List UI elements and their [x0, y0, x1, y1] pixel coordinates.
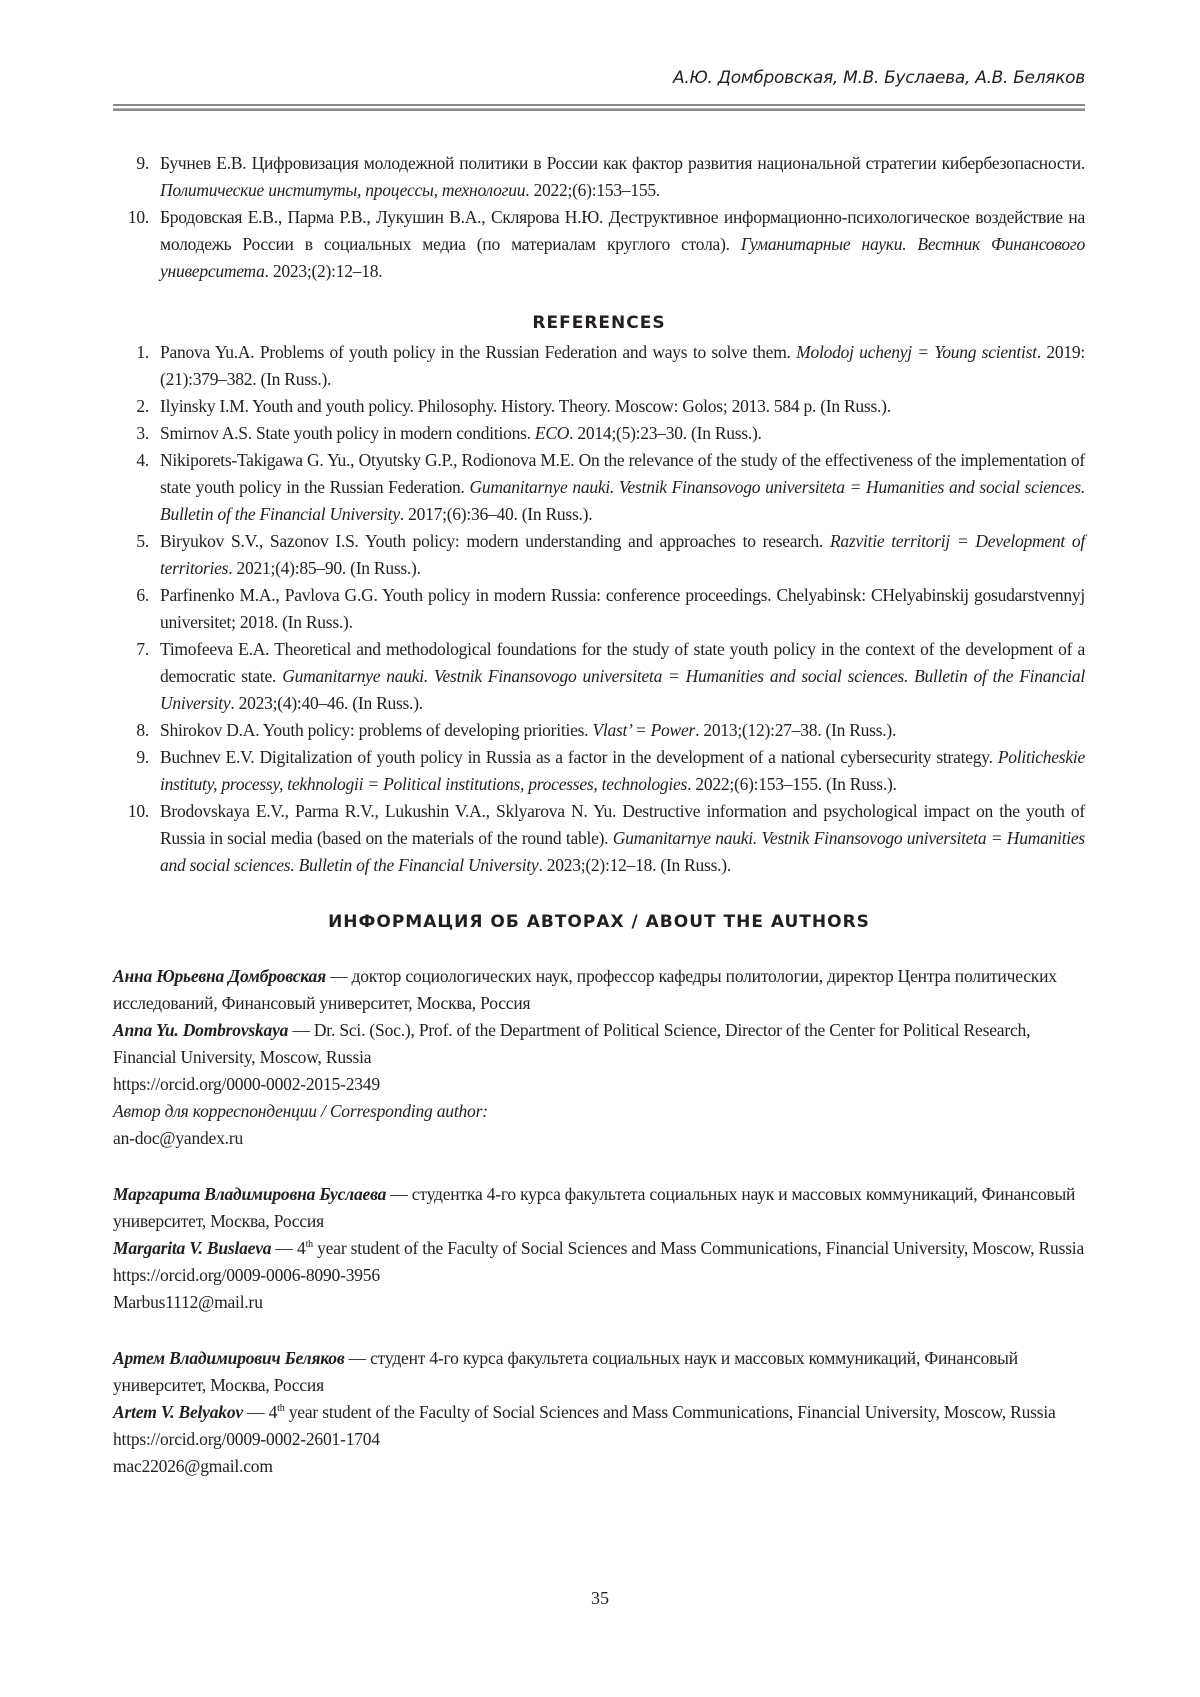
author-en — [113, 1399, 1085, 1426]
reference-text: Parfinenko M.A., Pavlova G.G. Youth policy in modern Russia: conference proceedings. Chelyabinsk: CHelyabinskij gosudarstvennyj universitet; 2018. (In Russ.). — [160, 585, 1085, 632]
author-desc-ru: — студент 4-го курса факультета социальных наук и массовых коммуникаций, Финансовый университет, Москва, Россия — [113, 1348, 1018, 1395]
reference-number: 9. — [113, 744, 149, 771]
author-orcid[interactable]: https://orcid.org/0000-0002-2015-2349 — [113, 1071, 1085, 1098]
reference-text: . 2022;(6):153–155. — [525, 180, 660, 200]
reference-number: 10. — [113, 798, 149, 825]
reference-text: Panova Yu.A. Problems of youth policy in the Russian Federation and ways to solve them. — [160, 342, 796, 362]
author-block — [113, 963, 1085, 1152]
reference-number: 2. — [113, 393, 149, 420]
reference-text: . 2022;(6):153–155. (In Russ.). — [687, 774, 897, 794]
reference-text: . 2023;(2):12–18. (In Russ.). — [538, 855, 731, 875]
header-rule — [113, 104, 1085, 111]
russian-references — [113, 150, 1085, 285]
reference-text: . 2017;(6):36–40. (In Russ.). — [400, 504, 593, 524]
reference-source: Gumanitarnye nauki. Vestnik Finansovogo universiteta = Humanities and social sciences. Bulletin of the Financial University — [160, 828, 1085, 875]
running-header-authors: А.Ю. Домбровская, М.В. Буслаева, А.В. Беляков — [673, 68, 1085, 88]
author-desc-en: — 4 — [243, 1402, 277, 1422]
reference-text: Бродовская Е.В., Парма Р.В., Лукушин В.А., Склярова Н.Ю. Деструктивное информационно-психологическое воздействие на молодежь России в социальных медиа (по материалам круглого стола). — [160, 207, 1085, 254]
author-name-ru: Маргарита Владимировна Буслаева — [113, 1184, 386, 1204]
reference-number: 3. — [113, 420, 149, 447]
reference-text: . 2021;(4):85–90. (In Russ.). — [228, 558, 421, 578]
reference-item — [113, 447, 1085, 528]
author-orcid[interactable]: https://orcid.org/0009-0006-8090-3956 — [113, 1262, 1085, 1289]
author-email[interactable]: an-doc@yandex.ru — [113, 1125, 1085, 1152]
author-desc-en-cont: year student of the Faculty of Social Sciences and Mass Communications, Financial University, Moscow, Russia — [313, 1238, 1084, 1258]
references-list — [113, 339, 1085, 879]
reference-text: Timofeeva E.A. Theoretical and methodological foundations for the study of state youth policy in the context of the development of a democratic state. — [160, 639, 1085, 686]
reference-text: Brodovskaya E.V., Parma R.V., Lukushin V.A., Sklyarova N. Yu. Destructive information and psychological impact on the youth of Russia in social media (based on the materials of the round table). — [160, 801, 1085, 848]
author-ru — [113, 1181, 1085, 1235]
reference-item — [113, 204, 1085, 285]
reference-source: Razvitie territorij = Development of territories — [160, 531, 1085, 578]
reference-source: Politicheskie instituty, processy, tekhnologii = Political institutions, processes, technologies — [160, 747, 1085, 794]
authors-heading: ИНФОРМАЦИЯ ОБ АВТОРАХ / ABOUT THE AUTHORS — [113, 909, 1085, 936]
reference-source: Gumanitarnye nauki. Vestnik Finansovogo universiteta = Humanities and social sciences. Bulletin of the Financial University — [160, 666, 1085, 713]
author-name-ru: Анна Юрьевна Домбровская — [113, 966, 326, 986]
author-name-ru: Артем Владимирович Беляков — [113, 1348, 344, 1368]
references-section — [113, 310, 1085, 879]
author-email[interactable]: Marbus1112@mail.ru — [113, 1289, 1085, 1316]
reference-number: 4. — [113, 447, 149, 474]
reference-text: . 2023;(2):12–18. — [265, 261, 383, 281]
russian-reference-list — [113, 150, 1085, 285]
reference-source: ECO — [535, 423, 569, 443]
reference-source: Gumanitarnye nauki. Vestnik Finansovogo universiteta = Humanities and social sciences. Bulletin of the Financial University — [160, 477, 1085, 524]
author-ru — [113, 1345, 1085, 1399]
reference-item — [113, 339, 1085, 393]
reference-source: Политические институты, процессы, технологии — [160, 180, 525, 200]
reference-text: Бучнев Е.В. Цифровизация молодежной политики в России как фактор развития национальной стратегии кибербезопасности. — [160, 153, 1085, 173]
author-en — [113, 1017, 1085, 1071]
reference-text: Smirnov A.S. State youth policy in modern conditions. — [160, 423, 535, 443]
reference-text: . 2023;(4):40–46. (In Russ.). — [230, 693, 423, 713]
reference-text: . 2014;(5):23–30. (In Russ.). — [569, 423, 762, 443]
author-en — [113, 1235, 1085, 1262]
reference-item — [113, 420, 1085, 447]
author-desc-en: — 4 — [271, 1238, 305, 1258]
reference-number: 10. — [113, 204, 149, 231]
reference-source: Vlast’ = Power — [592, 720, 695, 740]
author-desc-en-cont: year student of the Faculty of Social Sciences and Mass Communications, Financial University, Moscow, Russia — [285, 1402, 1056, 1422]
reference-number: 5. — [113, 528, 149, 555]
authors-list — [113, 963, 1085, 1480]
author-email[interactable]: mac22026@gmail.com — [113, 1453, 1085, 1480]
reference-item — [113, 582, 1085, 636]
author-name-en: Artem V. Belyakov — [113, 1402, 243, 1422]
reference-item — [113, 744, 1085, 798]
author-name-en: Anna Yu. Dombrovskaya — [113, 1020, 288, 1040]
author-desc-ru: — доктор социологических наук, профессор кафедры политологии, директор Центра политических исследований, Финансовый университет, Москва, Россия — [113, 966, 1057, 1013]
reference-number: 1. — [113, 339, 149, 366]
reference-item — [113, 150, 1085, 204]
authors-section — [113, 909, 1085, 1480]
references-heading: REFERENCES — [113, 310, 1085, 337]
reference-item — [113, 393, 1085, 420]
author-desc-ru: — студентка 4-го курса факультета социальных наук и массовых коммуникаций, Финансовый университет, Москва, Россия — [113, 1184, 1075, 1231]
author-block — [113, 1345, 1085, 1480]
reference-item — [113, 636, 1085, 717]
reference-number: 7. — [113, 636, 149, 663]
reference-text: . 2019:(21):379–382. (In Russ.). — [160, 342, 1085, 389]
author-block — [113, 1181, 1085, 1316]
page-number: 35 — [0, 1588, 1200, 1609]
reference-text: Ilyinsky I.M. Youth and youth policy. Philosophy. History. Theory. Moscow: Golos; 2013. 584 p. (In Russ.). — [160, 396, 891, 416]
reference-item — [113, 528, 1085, 582]
reference-item — [113, 798, 1085, 879]
author-orcid[interactable]: https://orcid.org/0009-0002-2601-1704 — [113, 1426, 1085, 1453]
reference-source: Molodoj uchenyj = Young scientist — [796, 342, 1037, 362]
reference-text: Shirokov D.A. Youth policy: problems of developing priorities. — [160, 720, 592, 740]
reference-number: 8. — [113, 717, 149, 744]
author-desc-en: — Dr. Sci. (Soc.), Prof. of the Department of Political Science, Director of the Center for Political Research, Financial University, Moscow, Russia — [113, 1020, 1030, 1067]
reference-number: 9. — [113, 150, 149, 177]
author-name-en: Margarita V. Buslaeva — [113, 1238, 271, 1258]
reference-item — [113, 717, 1085, 744]
corresponding-author-label: Автор для корреспонденции / Corresponding author: — [113, 1098, 1085, 1125]
reference-text: Nikiporets-Takigawa G. Yu., Otyutsky G.P., Rodionova M.E. On the relevance of the study of the effectiveness of the implementation of state youth policy in the Russian Federation. — [160, 450, 1085, 497]
author-ru — [113, 963, 1085, 1017]
ordinal-suffix: th — [306, 1239, 313, 1250]
ordinal-suffix: th — [277, 1403, 284, 1414]
reference-text: Biryukov S.V., Sazonov I.S. Youth policy: modern understanding and approaches to research. — [160, 531, 830, 551]
reference-source: Гуманитарные науки. Вестник Финансового университета — [160, 234, 1085, 281]
reference-text: . 2013;(12):27–38. (In Russ.). — [695, 720, 896, 740]
reference-number: 6. — [113, 582, 149, 609]
reference-text: Buchnev E.V. Digitalization of youth policy in Russia as a factor in the development of a national cybersecurity strategy. — [160, 747, 998, 767]
